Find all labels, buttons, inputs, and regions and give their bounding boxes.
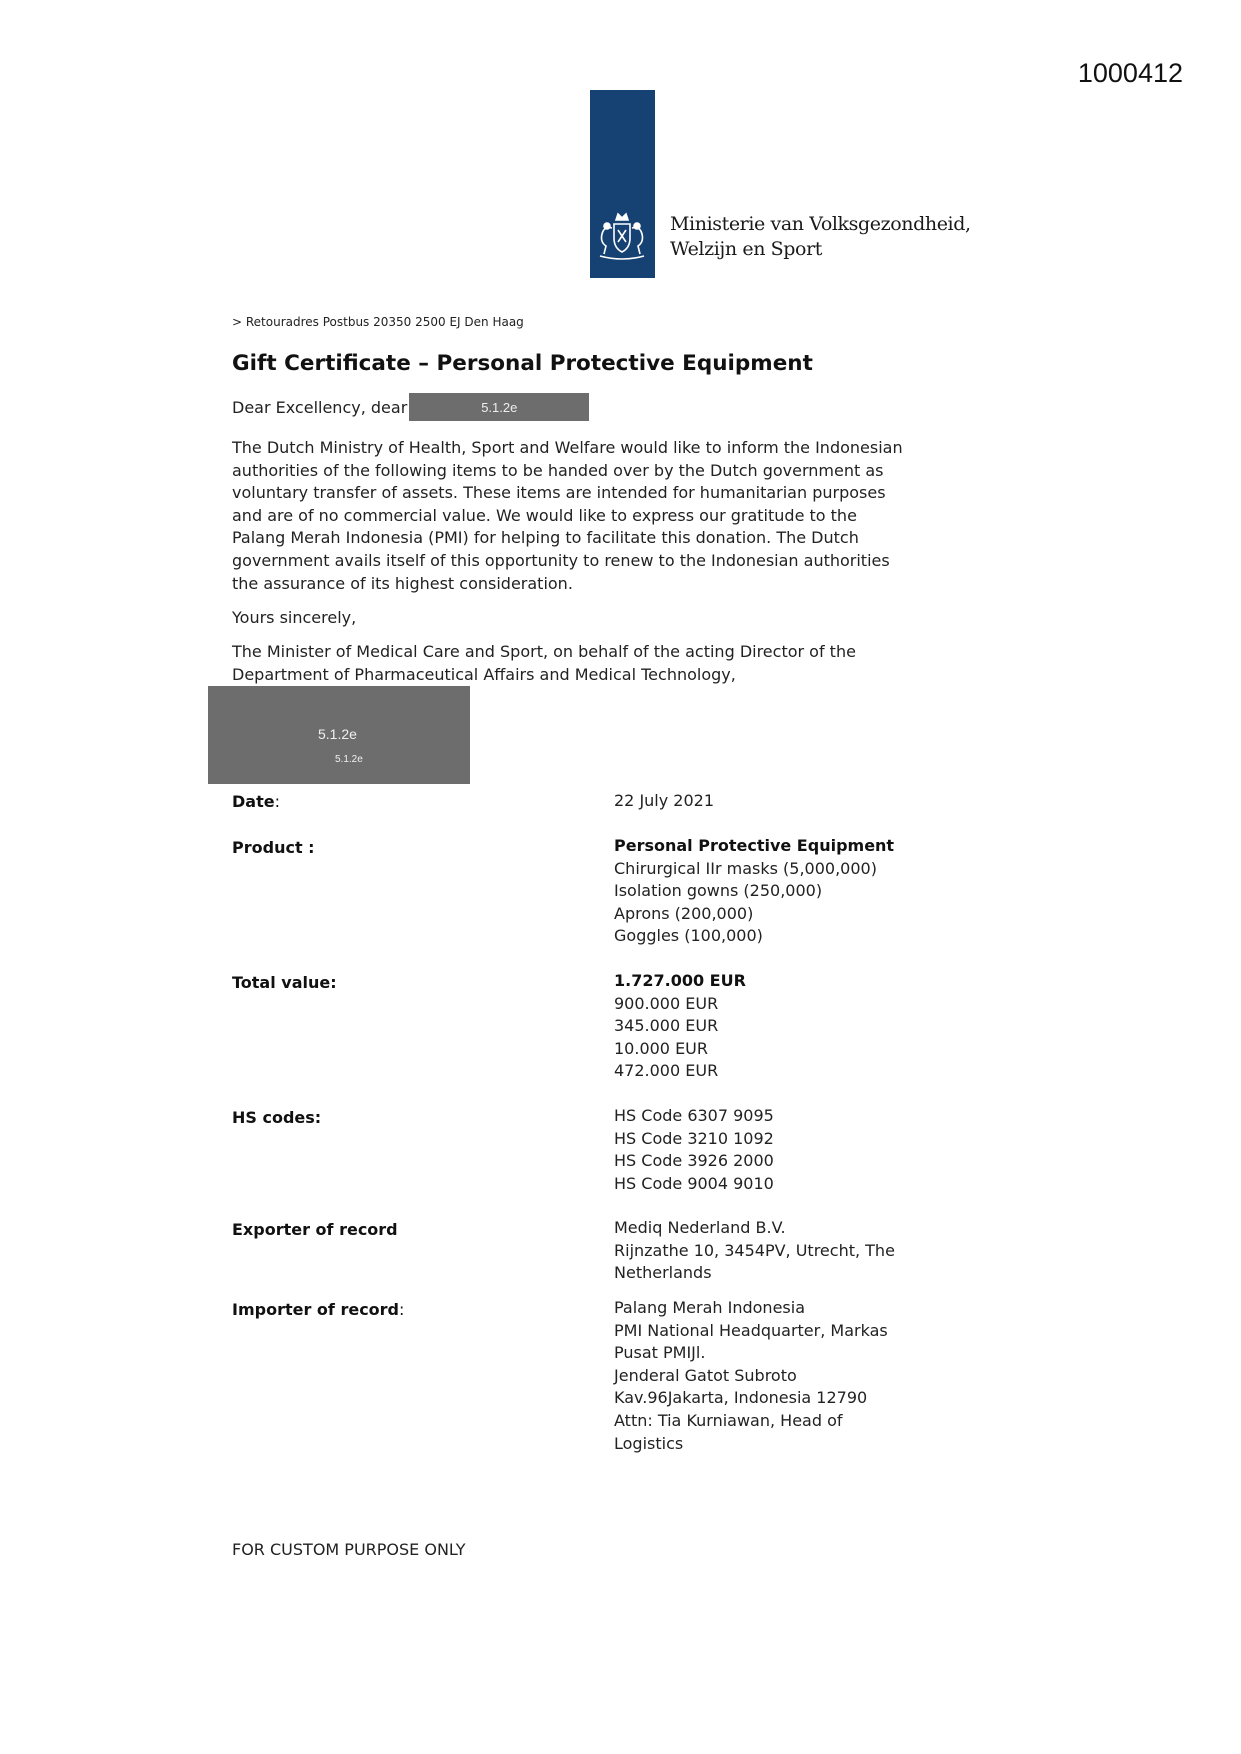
redacted-signature [208, 686, 470, 784]
total-value-value [614, 970, 914, 1083]
hs-code-item: HS Code 3926 2000 [614, 1151, 774, 1171]
hs-code-item: HS Code 3210 1092 [614, 1128, 774, 1148]
footer-note: FOR CUSTOM PURPOSE ONLY [232, 1540, 466, 1559]
document-number: 1000412 [1077, 58, 1183, 88]
product-heading: Personal Protective Equipment [614, 836, 895, 855]
importer-line: Logistics [614, 1433, 684, 1453]
ministry-logo-bar [590, 90, 655, 278]
product-item: Aprons (200,000) [614, 903, 754, 923]
product-item: Goggles (100,000) [614, 926, 763, 946]
importer-line: Pusat PMIJl. [614, 1343, 706, 1363]
hs-code-item: HS Code 6307 9095 [614, 1106, 774, 1125]
salutation-text: Dear Excellency, dear [232, 397, 408, 417]
hs-codes-value [614, 1105, 914, 1195]
importer-line: PMI National Headquarter, Markas [614, 1320, 888, 1340]
return-address: > Retouradres Postbus 20350 2500 EJ Den Haag [232, 315, 524, 329]
ministry-name-line-1: Ministerie van Volksgezondheid, [670, 213, 971, 235]
hs-code-item: HS Code 9004 9010 [614, 1173, 774, 1193]
signatory-line: The Minister of Medical Care and Sport, on behalf of the acting Director of the Department of Pharmaceutical Affairs and Medical Technology, [232, 642, 856, 684]
value-item: 345.000 EUR [614, 1016, 719, 1036]
redaction-label-2: 5.1.2e [335, 754, 363, 765]
hs-codes-label: HS codes: [232, 1108, 322, 1127]
date-value [614, 790, 914, 813]
total-value-sum: 1.727.000 EUR [614, 971, 746, 990]
document-title: Gift Certificate – Personal Protective Equipment [232, 351, 813, 376]
exporter-line: Netherlands [614, 1263, 712, 1283]
product-item: Chirurgical IIr masks (5,000,000) [614, 858, 877, 878]
value-item: 10.000 EUR [614, 1038, 709, 1058]
importer-label: Importer of record: [232, 1300, 405, 1319]
product-item: Isolation gowns (250,000) [614, 881, 823, 901]
royal-coat-of-arms-icon [594, 208, 651, 264]
date-text: 22 July 2021 [614, 791, 715, 810]
total-value-label: Total value: [232, 973, 337, 992]
importer-line: Kav.96Jakarta, Indonesia 12790 [614, 1388, 868, 1408]
date-label: Date: [232, 792, 280, 811]
body-paragraph: The Dutch Ministry of Health, Sport and Welfare would like to inform the Indonesian authorities of the following items to be handed over by the Dutch government as voluntary transfer of assets. These items are intended for humanitarian purposes and are of no commercial value. We would like to express our gratitude to the Palang Merah Indonesia (PMI) for helping to facilitate this donation. The Dutch government avails itself of this opportunity to renew to the Indonesian authorities the assurance of its highest consideration. [232, 438, 903, 593]
value-item: 472.000 EUR [614, 1061, 719, 1081]
exporter-line: Rijnzathe 10, 3454PV, Utrecht, The [614, 1240, 895, 1260]
ministry-name-line-2: Welzijn en Sport [670, 238, 823, 260]
exporter-line: Mediq Nederland B.V. [614, 1218, 786, 1237]
redaction-label-1: 5.1.2e [318, 726, 357, 742]
importer-line: Jenderal Gatot Subroto [614, 1365, 797, 1385]
product-label: Product : [232, 838, 315, 857]
salutation [232, 393, 589, 421]
importer-line: Attn: Tia Kurniawan, Head of [614, 1410, 843, 1430]
importer-line: Palang Merah Indonesia [614, 1298, 805, 1317]
product-value [614, 835, 914, 948]
closing-phrase: Yours sincerely, [232, 608, 357, 627]
value-item: 900.000 EUR [614, 993, 719, 1013]
ministry-name [670, 212, 971, 262]
redacted-name: 5.1.2e [409, 393, 589, 421]
importer-value [614, 1297, 914, 1455]
exporter-value [614, 1217, 914, 1285]
exporter-label: Exporter of record [232, 1220, 398, 1239]
